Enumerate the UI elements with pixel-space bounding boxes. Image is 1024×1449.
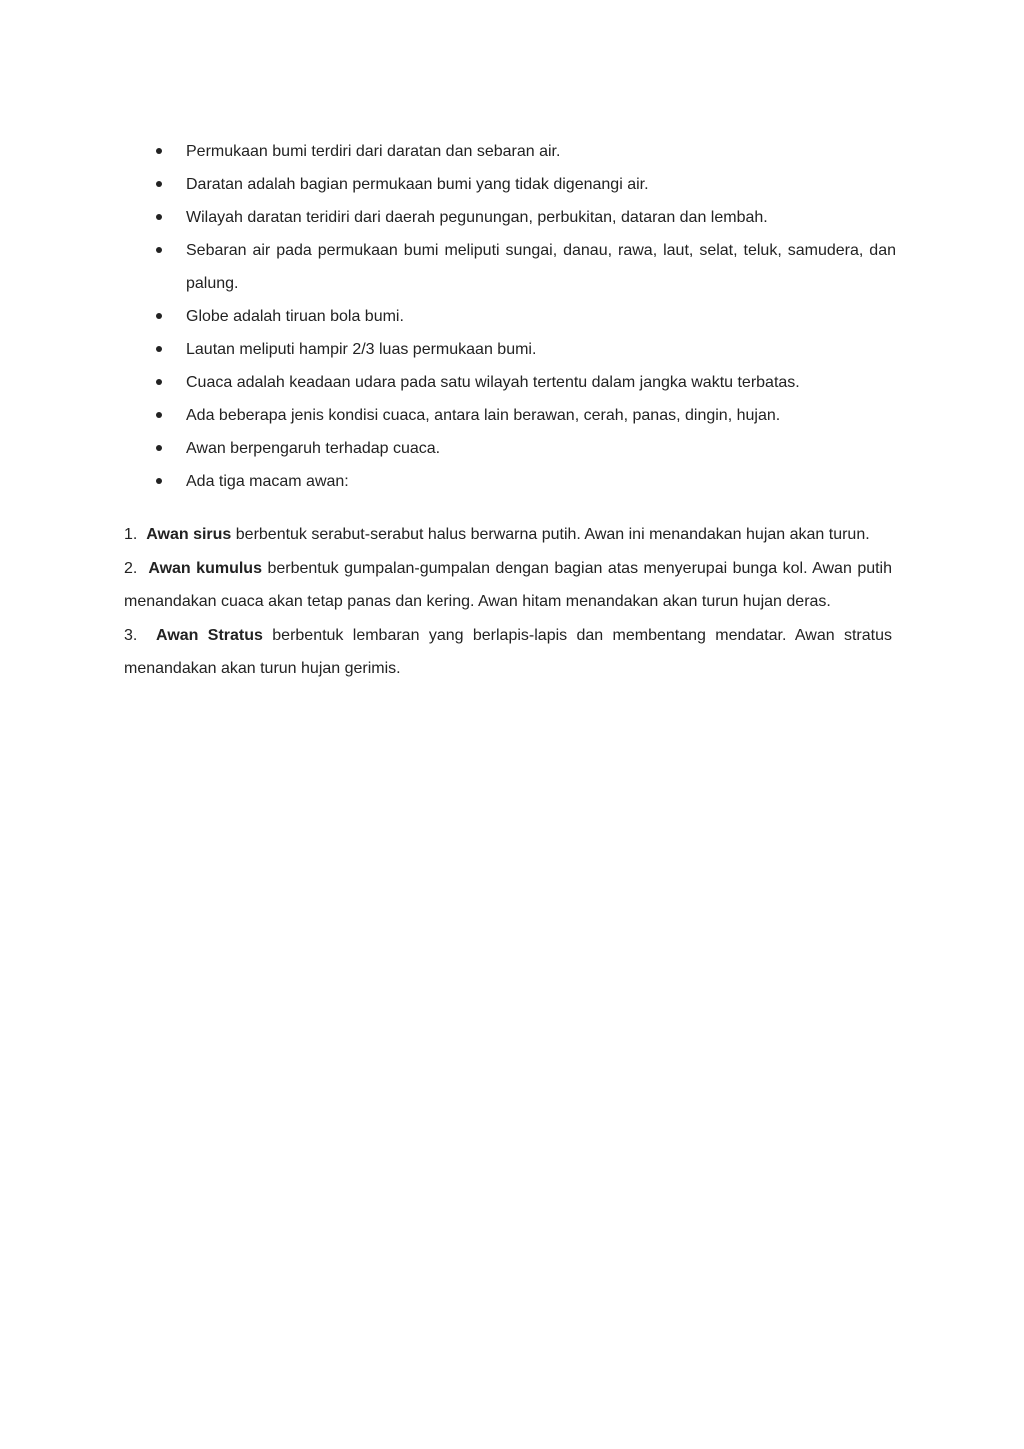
list-item-text: Lautan meliputi hampir 2/3 luas permukaan bumi.	[186, 341, 537, 358]
list-item	[156, 234, 896, 300]
list-item-text: Sebaran air pada permukaan bumi meliputi sungai, danau, rawa, laut, selat, teluk, samudera, dan palung.	[186, 242, 896, 292]
list-item-text: Daratan adalah bagian permukaan bumi yang tidak digenangi air.	[186, 176, 649, 193]
cloud-type-number: 3.	[124, 626, 138, 644]
list-item	[156, 366, 896, 399]
cloud-type-number: 2.	[124, 559, 138, 577]
list-item	[156, 168, 896, 201]
bullet-icon	[156, 214, 162, 220]
cloud-type-description: berbentuk serabut-serabut halus berwarna putih. Awan ini menandakan hujan akan turun.	[235, 526, 870, 543]
bullet-icon	[156, 247, 162, 253]
bullet-icon	[156, 181, 162, 187]
cloud-type-item	[124, 552, 892, 619]
cloud-type-description: berbentuk gumpalan-gumpalan dengan bagian atas menyerupai bunga kol. Awan putih menandakan cuaca akan tetap panas dan kering. Awan hitam menandakan akan turun hujan deras.	[124, 559, 893, 610]
list-item-text: Permukaan bumi terdiri dari daratan dan sebaran air.	[186, 143, 561, 160]
list-item	[156, 432, 896, 465]
cloud-types-list	[124, 518, 892, 686]
list-item	[156, 399, 896, 432]
bullet-icon	[156, 412, 162, 418]
bullet-list	[156, 135, 896, 498]
list-item	[156, 201, 896, 234]
list-item-text: Globe adalah tiruan bola bumi.	[186, 308, 404, 325]
bullet-icon	[156, 445, 162, 451]
list-item-text: Ada tiga macam awan:	[186, 473, 349, 490]
list-item-text: Cuaca adalah keadaan udara pada satu wilayah tertentu dalam jangka waktu terbatas.	[186, 374, 800, 391]
list-item	[156, 333, 896, 366]
list-item-text: Ada beberapa jenis kondisi cuaca, antara lain berawan, cerah, panas, dingin, hujan.	[186, 407, 781, 424]
bullet-icon	[156, 313, 162, 319]
cloud-type-item	[124, 619, 892, 686]
list-item-text: Wilayah daratan teridiri dari daerah pegunungan, perbukitan, dataran dan lembah.	[186, 209, 768, 226]
list-item	[156, 300, 896, 333]
list-item-text: Awan berpengaruh terhadap cuaca.	[186, 440, 441, 457]
bullet-icon	[156, 379, 162, 385]
cloud-type-term: Awan sirus	[146, 526, 232, 543]
cloud-type-term: Awan kumulus	[148, 559, 262, 577]
list-item	[156, 465, 896, 498]
bullet-icon	[156, 478, 162, 484]
cloud-type-item	[124, 518, 892, 552]
cloud-type-number: 1.	[124, 526, 138, 543]
list-item	[156, 135, 896, 168]
bullet-icon	[156, 148, 162, 154]
cloud-type-description: berbentuk lembaran yang berlapis-lapis dan membentang mendatar. Awan stratus menandakan akan turun hujan gerimis.	[124, 626, 893, 677]
cloud-type-term: Awan Stratus	[156, 626, 263, 644]
bullet-icon	[156, 346, 162, 352]
